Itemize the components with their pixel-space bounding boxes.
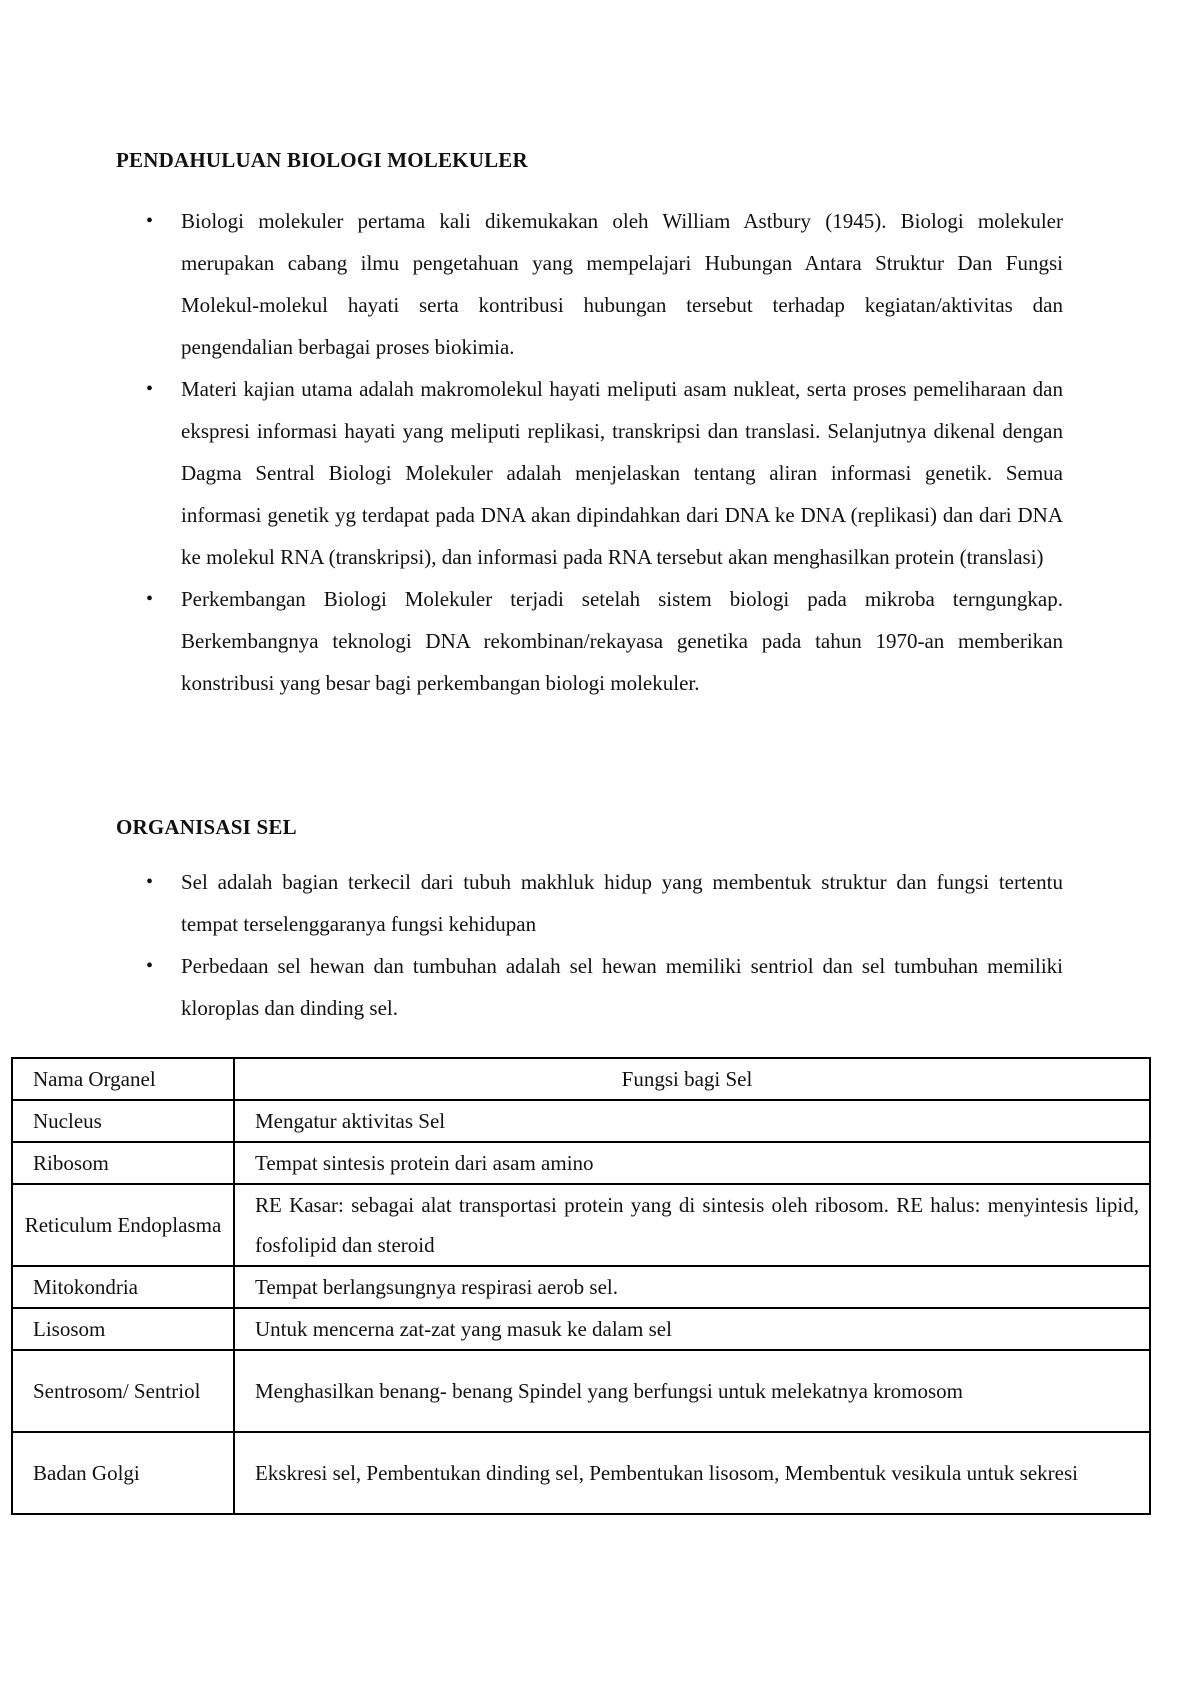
table-row bbox=[12, 1266, 1150, 1308]
bullet-item: • Perkembangan Biologi Molekuler terjadi setelah sistem biologi pada mikroba terngungkap. Berkembangnya teknologi DNA rekombinan/rekayasa genetika pada tahun 1970-an memberikan konstribusi yang besar bagi perkembangan biologi molekuler. bbox=[181, 578, 1063, 704]
bullet-item: • Biologi molekuler pertama kali dikemukakan oleh William Astbury (1945). Biologi molekuler merupakan cabang ilmu pengetahuan yang mempelajari Hubungan Antara Struktur Dan Fungsi Molekul-molekul hayati serta kontribusi hubungan tersebut terhadap kegiatan/aktivitas dan pengendalian berbagai proses biokimia. bbox=[181, 200, 1063, 368]
organel-function: Tempat berlangsungnya respirasi aerob sel. bbox=[234, 1266, 1150, 1308]
bullet-item: • Materi kajian utama adalah makromolekul hayati meliputi asam nukleat, serta proses pemeliharaan dan ekspresi informasi hayati yang meliputi replikasi, transkripsi dan translasi. Selanjutnya dikenal dengan Dagma Sentral Biologi Molekuler adalah menjelaskan tentang aliran informasi genetik. Semua informasi genetik yg terdapat pada DNA akan dipindahkan dari DNA ke DNA (replikasi) dan dari DNA ke molekul RNA (transkripsi), dan informasi pada RNA tersebut akan menghasilkan protein (translasi) bbox=[181, 368, 1063, 578]
organel-name: Ribosom bbox=[12, 1142, 234, 1184]
organel-function: Untuk mencerna zat-zat yang masuk ke dalam sel bbox=[234, 1308, 1150, 1350]
organel-function: Mengatur aktivitas Sel bbox=[234, 1100, 1150, 1142]
bullet-item: • Perbedaan sel hewan dan tumbuhan adalah sel hewan memiliki sentriol dan sel tumbuhan memiliki kloroplas dan dinding sel. bbox=[181, 945, 1063, 1029]
table-row bbox=[12, 1184, 1150, 1266]
table-row bbox=[12, 1308, 1150, 1350]
table-row bbox=[12, 1432, 1150, 1514]
table-row bbox=[12, 1142, 1150, 1184]
header-nama-organel: Nama Organel bbox=[12, 1058, 234, 1100]
section-heading-organisasi-sel: ORGANISASI SEL bbox=[116, 815, 297, 839]
header-fungsi-bagi-sel: Fungsi bagi Sel bbox=[234, 1058, 1150, 1100]
organel-function: Menghasilkan benang- benang Spindel yang berfungsi untuk melekatnya kromosom bbox=[234, 1350, 1150, 1432]
organel-function: Ekskresi sel, Pembentukan dinding sel, Pembentukan lisosom, Membentuk vesikula untuk sekresi bbox=[234, 1432, 1150, 1514]
organel-name: Lisosom bbox=[12, 1308, 234, 1350]
organel-name: Sentrosom/ Sentriol bbox=[12, 1350, 234, 1432]
bullet-item: • Sel adalah bagian terkecil dari tubuh makhluk hidup yang membentuk struktur dan fungsi tertentu tempat terselenggaranya fungsi kehidupan bbox=[181, 861, 1063, 945]
section-heading-pendahuluan: PENDAHULUAN BIOLOGI MOLEKULER bbox=[116, 148, 528, 172]
bullet-list-pendahuluan bbox=[181, 200, 1063, 704]
table-header-row bbox=[12, 1058, 1150, 1100]
organel-name: Badan Golgi bbox=[12, 1432, 234, 1514]
organel-name: Nucleus bbox=[12, 1100, 234, 1142]
organel-table bbox=[11, 1057, 1151, 1515]
bullet-list-organisasi-sel bbox=[181, 861, 1063, 1029]
organel-name: Reticulum Endoplasma bbox=[12, 1184, 234, 1266]
table-row bbox=[12, 1350, 1150, 1432]
organel-name: Mitokondria bbox=[12, 1266, 234, 1308]
organel-function: Tempat sintesis protein dari asam amino bbox=[234, 1142, 1150, 1184]
organel-function: RE Kasar: sebagai alat transportasi protein yang di sintesis oleh ribosom. RE halus: menyintesis lipid, fosfolipid dan steroid bbox=[234, 1184, 1150, 1266]
table-row bbox=[12, 1100, 1150, 1142]
